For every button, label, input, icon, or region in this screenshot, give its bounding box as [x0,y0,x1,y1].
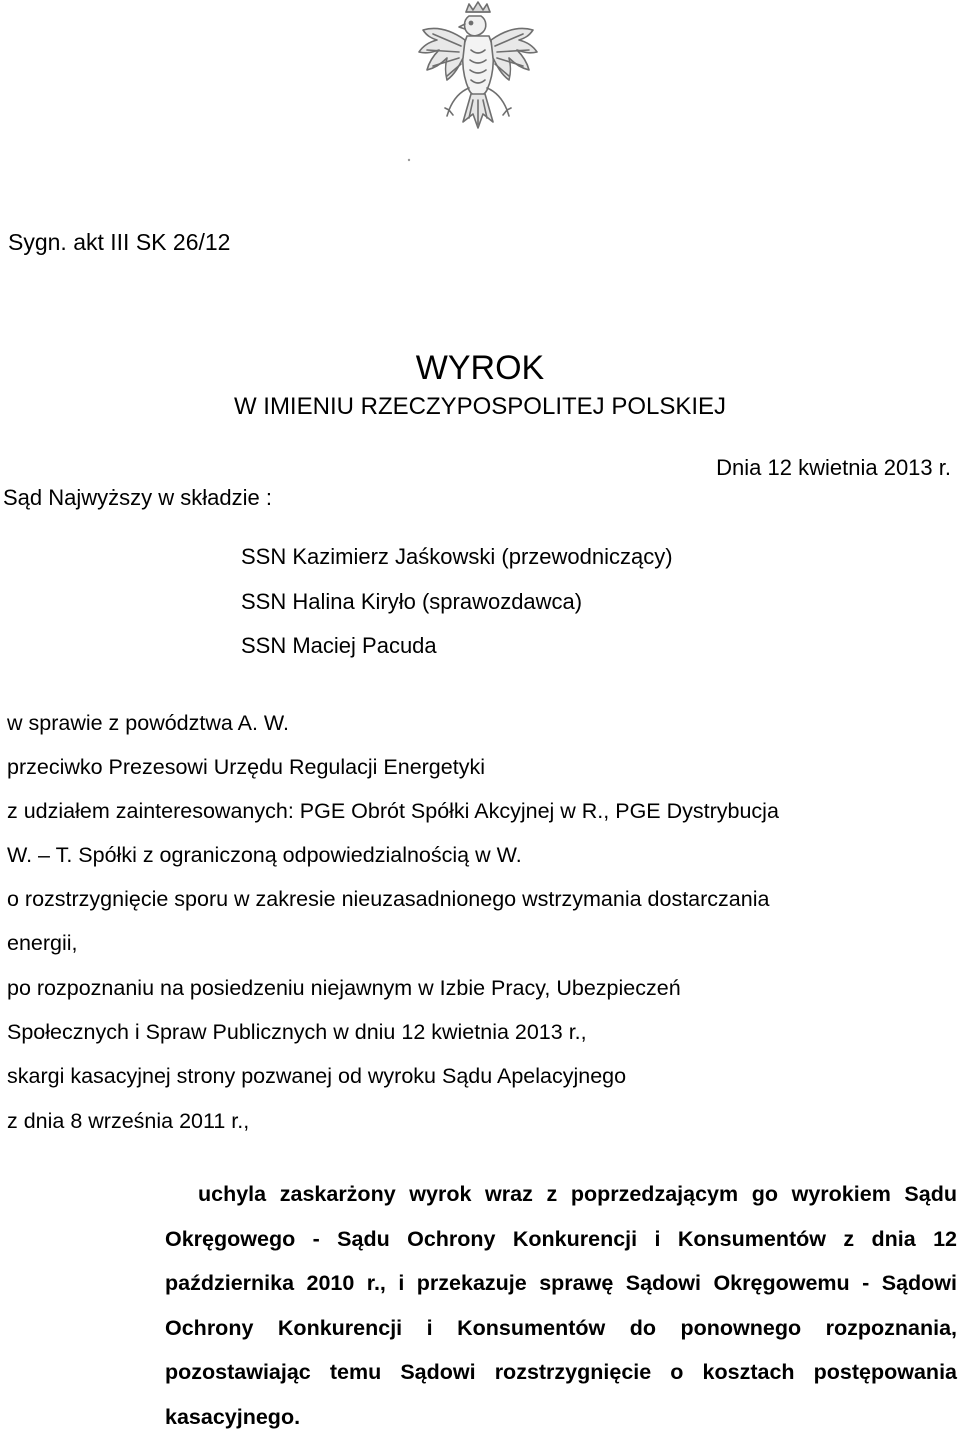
body-line: Społecznych i Spraw Publicznych w dniu 12 kwietnia 2013 r., [7,1020,587,1044]
ruling-paragraph: uchyla zaskarżony wyrok wraz z poprzedzającym go wyrokiem Sądu Okręgowego - Sądu Ochrony Konkurencji i Konsumentów z dnia 12 października 2010 r., i przekazuje sprawę Sądowi Okręgowemu - Sądowi Ochrony Konkurencji i Konsumentów do ponownego rozpoznania, pozostawiając temu Sądowi rozstrzygnięcie o kosztach postępowania kasacyjnego. [165,1182,957,1429]
body-line: przeciwko Prezesowi Urzędu Regulacji Energetyki [7,755,485,779]
judgment-subtitle: W IMIENIU RZECZYPOSPOLITEJ POLSKIEJ [233,393,727,420]
judge-presiding: SSN Kazimierz Jaśkowski (przewodniczący) [241,544,673,569]
judgment-date: Dnia 12 kwietnia 2013 r. [716,455,951,480]
body-line: w sprawie z powództwa A. W. [7,711,289,735]
judge-member: SSN Maciej Pacuda [241,633,437,658]
judgment-title: WYROK [415,349,545,387]
body-line: skargi kasacyjnej strony pozwanej od wyroku Sądu Apelacyjnego [7,1064,627,1088]
body-line: energii, [7,931,78,955]
body-line: o rozstrzygnięcie sporu w zakresie nieuzasadnionego wstrzymania dostarczania [7,887,770,911]
ruling-text [165,1172,957,1440]
judge-rapporteur: SSN Halina Kiryło (sprawozdawca) [241,589,583,614]
body-line: W. – T. Spółki z ograniczoną odpowiedzialnością w W. [7,843,522,867]
body-line: z udziałem zainteresowanych: PGE Obrót Spółki Akcyjnej w R., PGE Dystrybucja [7,799,779,823]
body-line: z dnia 8 września 2011 r., [7,1109,250,1133]
case-signature: Sygn. akt III SK 26/12 [8,229,231,255]
polish-eagle-emblem-icon [403,0,553,170]
body-line: po rozpoznaniu na posiedzeniu niejawnym w Izbie Pracy, Ubezpieczeń [7,976,681,1000]
court-composition-label: Sąd Najwyższy w składzie : [3,485,272,510]
